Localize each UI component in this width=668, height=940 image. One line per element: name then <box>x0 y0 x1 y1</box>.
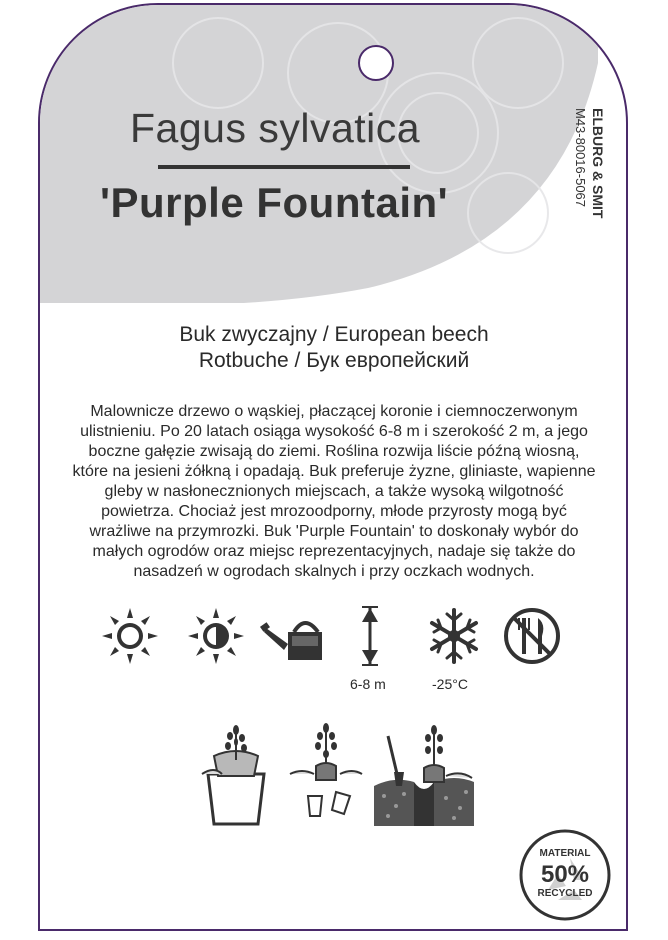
planting-step-2-illustration <box>288 716 364 828</box>
care-icons-row <box>100 604 570 674</box>
recycled-material-badge <box>518 828 612 922</box>
badge-bottom-text: RECYCLED <box>537 888 593 899</box>
hardiness-label: -25°C <box>432 676 468 692</box>
product-code: M43-80016-5067 <box>573 108 588 208</box>
common-names-line-2: Rotbuche / Бук европейский <box>198 349 470 372</box>
watering-can-icon <box>260 604 330 668</box>
hang-hole <box>358 45 394 81</box>
badge-top-text: MATERIAL <box>539 848 591 859</box>
partial-shade-icon <box>186 604 246 668</box>
common-names <box>38 322 630 374</box>
header-arc-background <box>38 3 598 303</box>
latin-name: Fagus sylvatica <box>130 105 421 151</box>
full-sun-icon <box>100 604 160 668</box>
not-edible-icon <box>502 604 562 668</box>
height-label: 6-8 m <box>350 676 386 692</box>
snowflake-icon <box>424 604 484 668</box>
planting-step-1-illustration <box>200 716 272 828</box>
common-names-line-1: Buk zwyczajny / European beech <box>179 323 489 346</box>
plant-description: Malownicze drzewo o wąskiej, płaczącej koronie i ciemnoczerwonym ulistnieniu. Po 20 latach osiąga wysokość 6-8 m i szerokość 2 m, a jego boczne gałęzie zwisają do ziemi. Roślina rozwija liście późną wiosną, które na jesieni żółkną i opadają. Buk preferuje żyzne, gliniaste, wapienne gleby w nasłonecznionych miejscach, a także wysoką wilgotność powietrza. Chociaż jest mrozoodporny, młode przyrosty mogą być wrażliwe na przymrozki. Buk 'Purple Fountain' to doskonały wybór do małych ogrodów oraz miejsc reprezentacyjnych, nadaje się także do nasadzeń w ogrodach skalnych i przy oczkach wodnych. <box>72 403 596 580</box>
badge-percent-text: 50% <box>540 861 590 888</box>
planting-step-3-illustration <box>374 716 474 828</box>
title-divider <box>158 165 410 169</box>
cultivar-name: 'Purple Fountain' <box>100 179 449 226</box>
height-arrow-icon <box>350 604 390 668</box>
brand-name: ELBURG & SMIT <box>590 108 606 219</box>
